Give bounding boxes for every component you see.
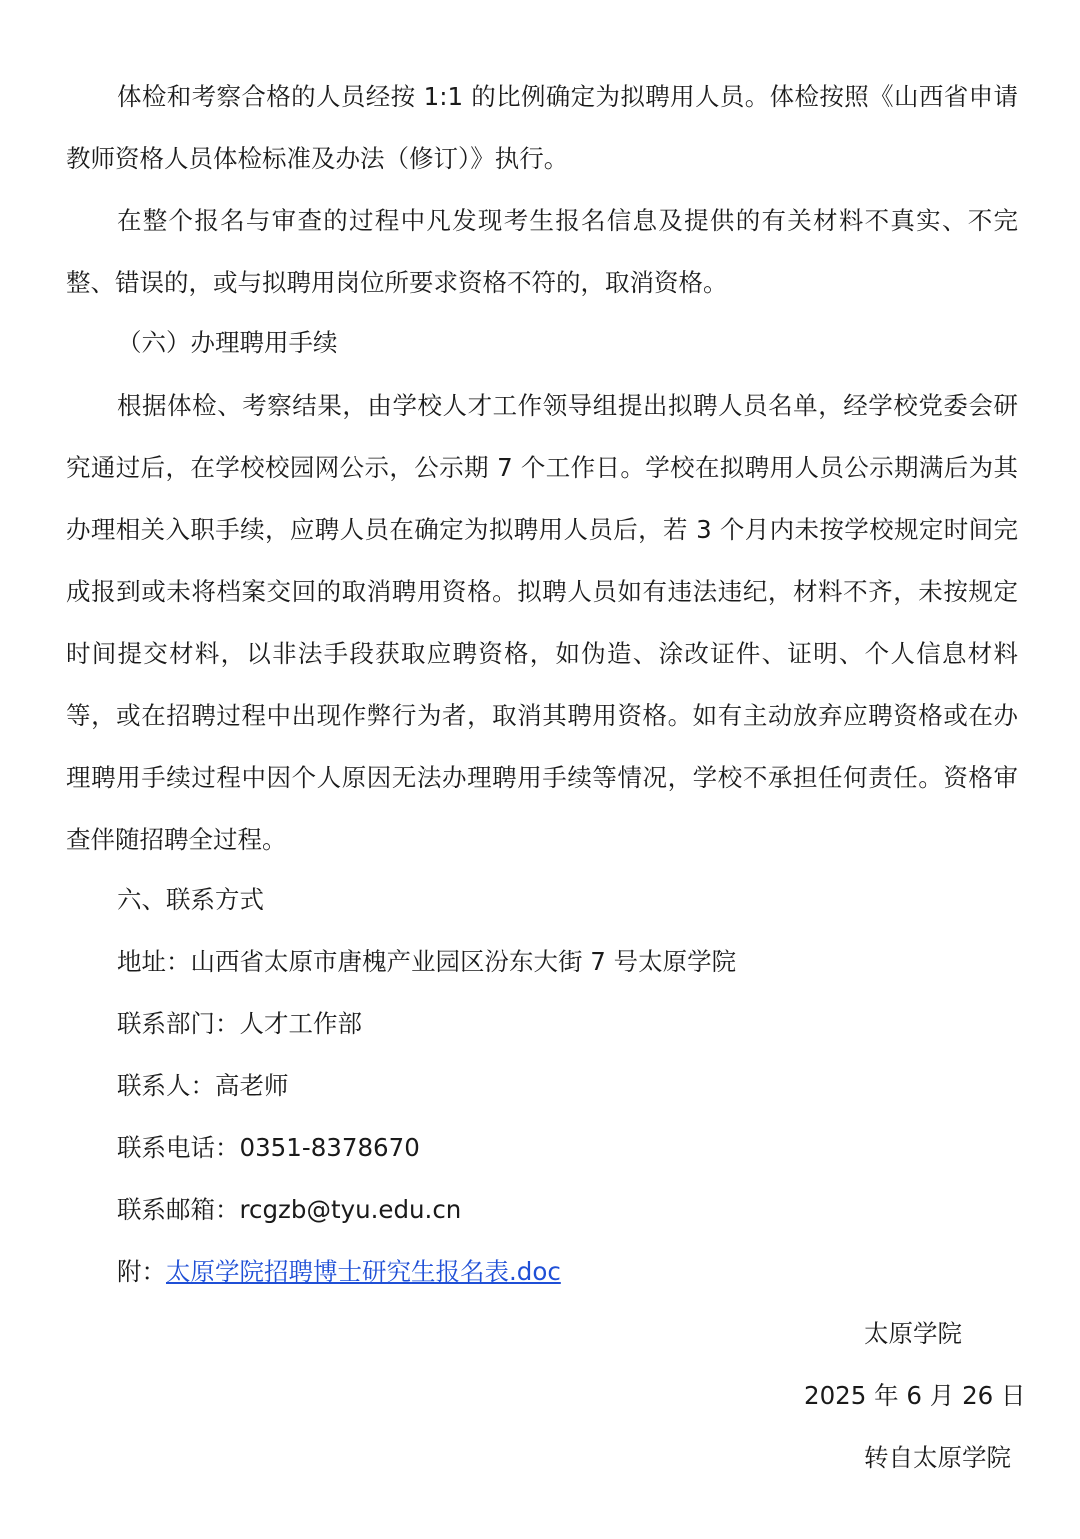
- source-note: 转自太原学院: [864, 1443, 1011, 1472]
- signature-date: 2025 年 6 月 26 日: [804, 1381, 1026, 1410]
- contact-phone: 联系电话：0351-8378670: [117, 1133, 420, 1162]
- attachment-line: [117, 1252, 561, 1292]
- contact-email: 联系邮箱：rcgzb@tyu.edu.cn: [117, 1195, 462, 1224]
- attachment-download-link[interactable]: 太原学院招聘博士研究生报名表.doc: [166, 1257, 561, 1286]
- paragraph-employment-procedures: 根据体检、考察结果，由学校人才工作领导组提出拟聘人员名单，经学校党委会研究通过后，在学校校园网公示，公示期 7 个工作日。学校在拟聘用人员公示期满后为其办理相关入职手续，应聘人员在确定为拟聘用人员后，若 3 个月内未按学校规定时间完成报到或未将档案交回的取消聘用资格。拟聘人员如有违法违纪，材料不齐，未按规定时间提交材料，以非法手段获取应聘资格，如伪造、涂改证件、证明、个人信息材料等，或在招聘过程中出现作弊行为者，取消其聘用资格。如有主动放弃应聘资格或在办理聘用手续过程中因个人原因无法办理聘用手续等情况，学校不承担任何责任。资格审查伴随招聘全过程。: [66, 391, 1018, 854]
- contact-department: 联系部门：人才工作部: [117, 1009, 362, 1038]
- paragraph-review-disqualification: 在整个报名与审查的过程中凡发现考生报名信息及提供的有关材料不真实、不完整、错误的，或与拟聘用岗位所要求资格不符的，取消资格。: [66, 206, 1018, 297]
- section-heading-employment-procedures: （六）办理聘用手续: [117, 328, 338, 357]
- paragraph-physical-exam: 体检和考察合格的人员经按 1:1 的比例确定为拟聘用人员。体检按照《山西省申请教师资格人员体检标准及办法（修订）》执行。: [66, 82, 1018, 173]
- signature-organization: 太原学院: [864, 1319, 962, 1348]
- section-heading-contact: 六、联系方式: [117, 885, 264, 914]
- attachment-prefix: 附：: [117, 1257, 166, 1286]
- contact-person: 联系人：高老师: [117, 1071, 289, 1100]
- contact-address: 地址：山西省太原市唐槐产业园区汾东大街 7 号太原学院: [117, 947, 737, 976]
